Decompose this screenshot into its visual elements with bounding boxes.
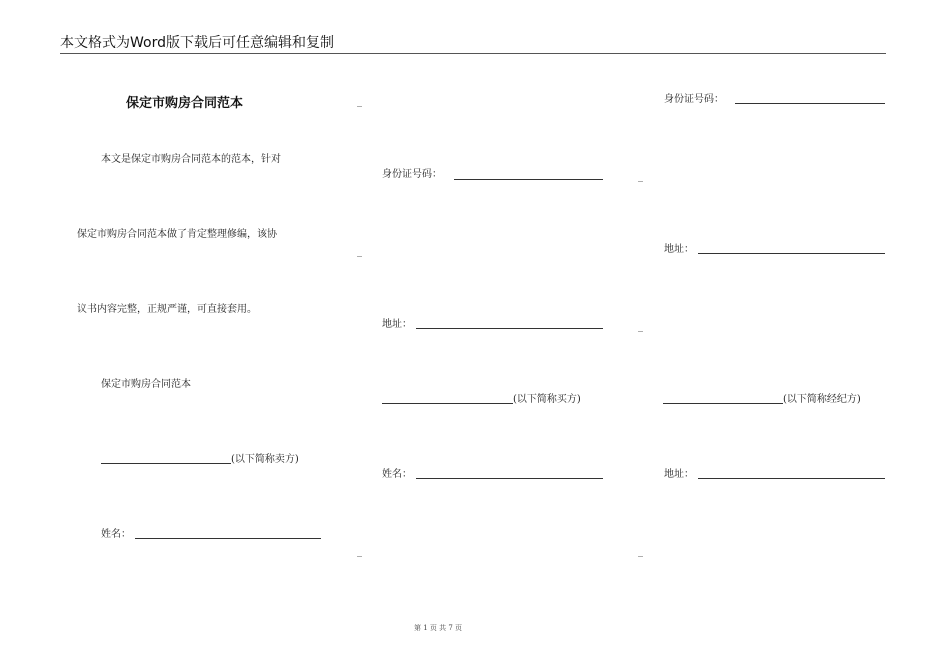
document-title: 保定市购房合同范本 [126,96,244,111]
intro-line-1: 本文是保定市购房合同范本的范本，针对 [101,154,281,165]
agent-address-blank[interactable] [698,467,885,479]
column-divider-dash: _ [357,546,362,557]
page-number: 第 1 页 共 7 页 [414,624,463,632]
buyer-name-label: 姓名： [382,469,412,480]
buyer-address-label: 地址： [664,244,694,255]
buyer-blank[interactable] [382,392,513,404]
contract-title: 保定市购房合同范本 [101,379,191,390]
seller-address-blank[interactable] [416,317,603,329]
seller-name-label: 姓名： [101,529,131,540]
buyer-id-blank[interactable] [735,92,885,104]
seller-id-label: 身份证号码： [382,169,442,180]
column-divider-dash: _ [638,171,643,182]
column-divider-dash: _ [357,96,362,107]
buyer-name-blank[interactable] [416,467,603,479]
seller-id-blank[interactable] [454,168,603,180]
buyer-suffix: (以下简称买方) [513,394,581,405]
header-text: 本文格式为Word版下载后可任意编辑和复制 [60,35,334,51]
agent-blank[interactable] [663,392,783,404]
agent-suffix: (以下简称经纪方) [783,394,861,405]
intro-line-2: 保定市购房合同范本做了肯定整理修编，该协 [77,229,277,240]
seller-suffix: (以下简称卖方) [231,454,299,465]
column-divider-dash: _ [638,546,643,557]
page-header [60,34,886,54]
intro-line-3: 议书内容完整，正规严谨，可直接套用。 [77,304,257,315]
column-divider-dash: _ [638,321,643,332]
agent-address-label: 地址： [664,469,694,480]
buyer-id-label: 身份证号码： [664,94,724,105]
seller-blank[interactable] [101,452,231,464]
buyer-address-blank[interactable] [698,242,885,254]
seller-name-blank[interactable] [135,527,321,539]
column-divider-dash: _ [357,246,362,257]
seller-address-label: 地址： [382,319,412,330]
